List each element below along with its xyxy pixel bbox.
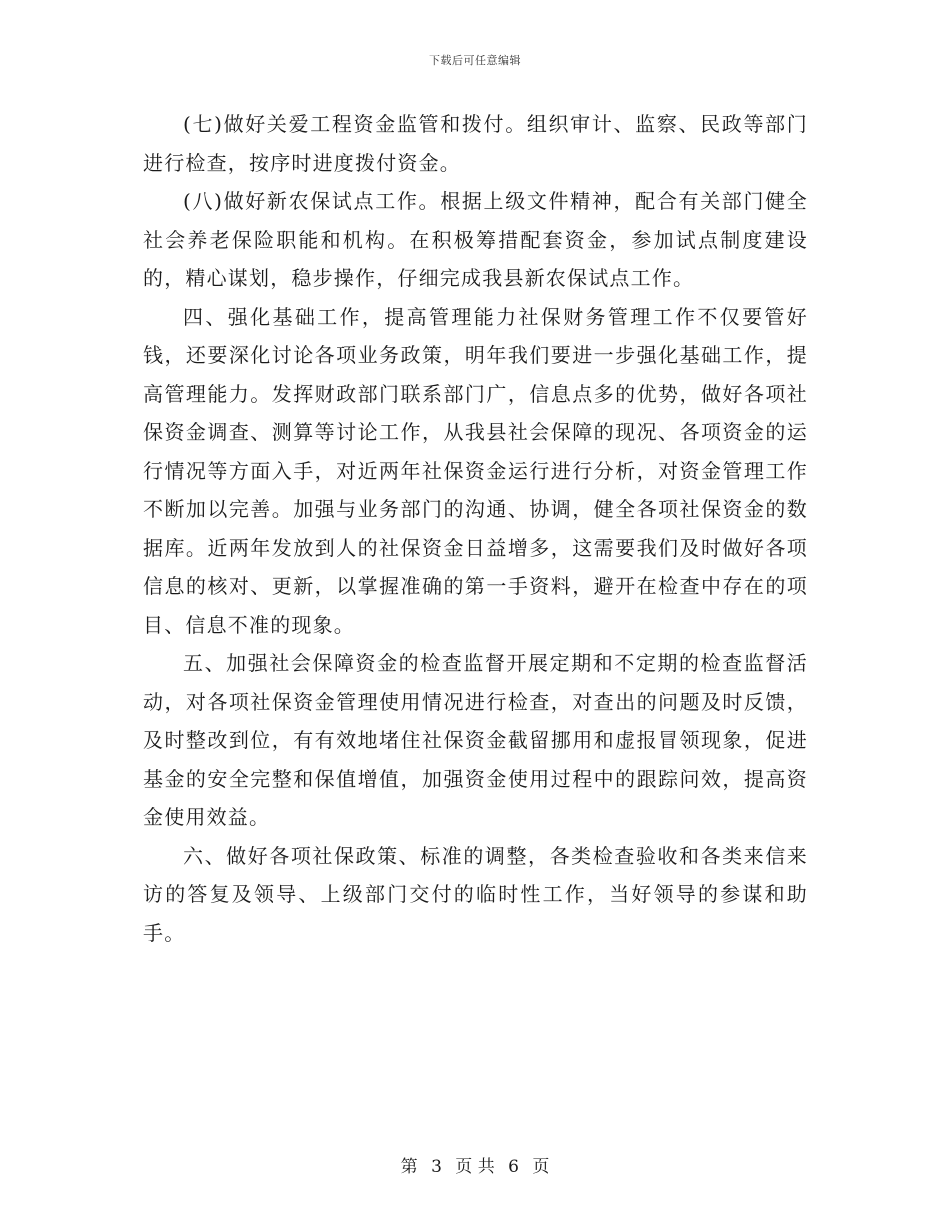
- total-page-number: 6: [508, 1157, 519, 1177]
- header-note: 下载后可任意编辑: [429, 54, 521, 67]
- paragraph-section-6: 六、做好各项社保政策、标准的调整，各类检查验收和各类来信来访的答复及领导、上级部门交付的临时性工作，当好领导的参谋和助手。: [143, 843, 808, 945]
- footer-prefix: 第: [400, 1157, 418, 1177]
- paragraph-section-5: 五、加强社会保障资金的检查监督开展定期和不定期的检查监督活动，对各项社保资金管理使用情况进行检查，对查出的问题及时反馈，及时整改到位，有有效地堵住社保资金截留挪用和虚报冒领现象，促进基金的安全完整和保值增值，加强资金使用过程中的跟踪问效，提高资金使用效益。: [143, 651, 808, 829]
- footer-middle: 页 共: [455, 1157, 495, 1177]
- footer-suffix: 页: [532, 1157, 550, 1177]
- paragraph-section-4: 四、强化基础工作，提高管理能力社保财务管理工作不仅要管好钱，还要深化讨论各项业务政策，明年我们要进一步强化基础工作，提高管理能力。发挥财政部门联系部门广，信息点多的优势，做好各项社保资金调查、测算等讨论工作，从我县社会保障的现况、各项资金的运行情况等方面入手，对近两年社保资金运行进行分析，对资金管理工作不断加以完善。加强与业务部门的沟通、协调，健全各项社保资金的数据库。近两年发放到人的社保资金日益增多，这需要我们及时做好各项信息的核对、更新，以掌握准确的第一手资料，避开在检查中存在的项目、信息不准的现象。: [143, 304, 808, 637]
- paragraph-7: (七)做好关爱工程资金监管和拨付。组织审计、监察、民政等部门进行检查，按序时进度拨付资金。: [143, 112, 808, 175]
- document-body: [143, 105, 808, 952]
- page-footer: [0, 1152, 950, 1177]
- current-page-number: 3: [431, 1157, 442, 1177]
- paragraph-8: (八)做好新农保试点工作。根据上级文件精神，配合有关部门健全社会养老保险职能和机构。在积极筹措配套资金，参加试点制度建设的，精心谋划，稳步操作，仔细完成我县新农保试点工作。: [143, 189, 808, 290]
